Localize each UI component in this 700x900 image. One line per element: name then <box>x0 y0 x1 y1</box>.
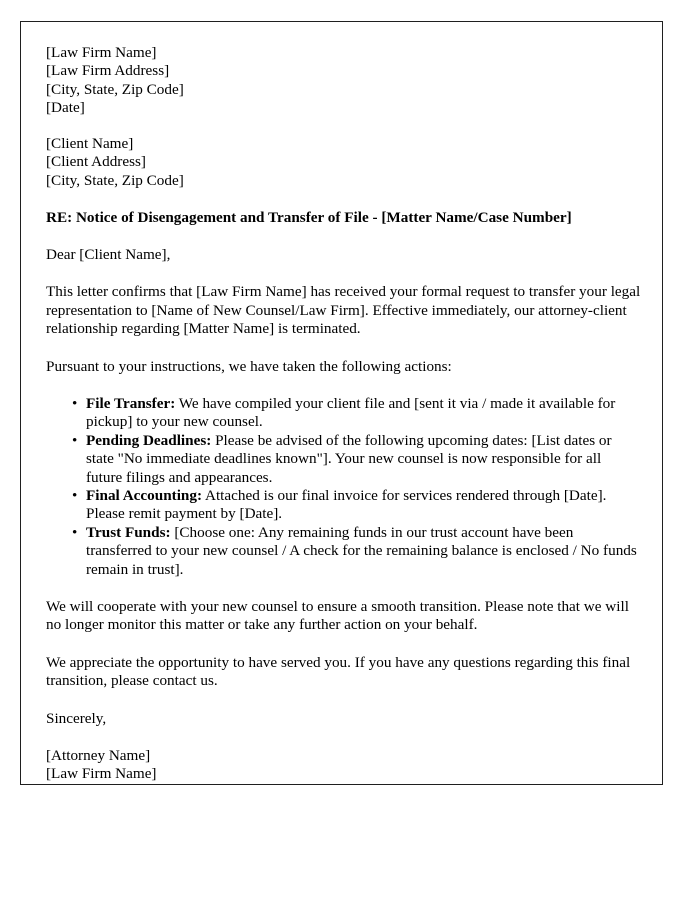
signature-block <box>46 747 641 784</box>
list-item-lead-in: Pending Deadlines: <box>86 431 212 449</box>
list-item <box>46 395 641 432</box>
bullet-icon: • <box>72 523 78 541</box>
recipient-line-city-state-zip: [City, State, Zip Code] <box>46 171 184 189</box>
sender-line-firm-name: [Law Firm Name] <box>46 44 157 61</box>
list-item <box>46 487 641 524</box>
sender-line-city-state-zip: [City, State, Zip Code] <box>46 80 184 98</box>
body-paragraph-2: Pursuant to your instructions, we have taken the following actions: <box>46 357 452 375</box>
sender-line-firm-address: [Law Firm Address] <box>46 62 170 80</box>
bullet-icon: • <box>72 487 78 505</box>
body-paragraph-1: This letter confirms that [Law Firm Name] has received your formal request to transfer your legal representation to [Name of New Counsel/Law Firm]. Effective immediately, our attorney-client relationship regarding [Matter Name] is terminated. <box>46 283 641 338</box>
actions-list <box>46 395 641 579</box>
bullet-icon: • <box>72 395 78 412</box>
recipient-line-client-name: [Client Name] <box>46 135 134 153</box>
closing-salutation: Sincerely, <box>46 709 107 727</box>
list-item-lead-in: Final Accounting: <box>86 487 203 505</box>
list-item-text: [Choose one: Any remaining funds in our trust account have been transferred to your new counsel / A check for the remaining balance is enclosed / No funds remain in trust]. <box>86 523 637 578</box>
bullet-icon: • <box>72 431 78 449</box>
subject-line: RE: Notice of Disengagement and Transfer of File - [Matter Name/Case Number] <box>46 209 572 227</box>
body-paragraph-4: We appreciate the opportunity to have served you. If you have any questions regarding this final transition, please contact us. <box>46 653 631 690</box>
letter-content <box>46 44 641 784</box>
recipient-line-client-address: [Client Address] <box>46 153 146 171</box>
signature-line-attorney-name: [Attorney Name] <box>46 746 151 764</box>
salutation: Dear [Client Name], <box>46 246 171 264</box>
sender-address-block <box>46 44 641 117</box>
list-item-lead-in: File Transfer: <box>86 395 176 412</box>
body-paragraph-3: We will cooperate with your new counsel to ensure a smooth transition. Please note that we will no longer monitor this matter or take any further action on your behalf. <box>46 598 629 634</box>
sender-line-date: [Date] <box>46 98 85 116</box>
list-item-text: Please be advised of the following upcoming dates: [List dates or state "No immediate deadlines known"]. Your new counsel is now responsible for all future filings and appearances. <box>86 431 612 486</box>
document-page-border <box>20 21 663 785</box>
signature-line-firm-name: [Law Firm Name] <box>46 765 157 783</box>
list-item-lead-in: Trust Funds: <box>86 523 171 541</box>
list-item-text: Attached is our final invoice for services rendered through [Date]. Please remit payment by [Date]. <box>86 487 607 523</box>
recipient-address-block <box>46 135 641 190</box>
list-item-text: We have compiled your client file and [sent it via / made it available for pickup] to your new counsel. <box>86 395 616 431</box>
list-item <box>46 524 641 579</box>
list-item <box>46 432 641 487</box>
